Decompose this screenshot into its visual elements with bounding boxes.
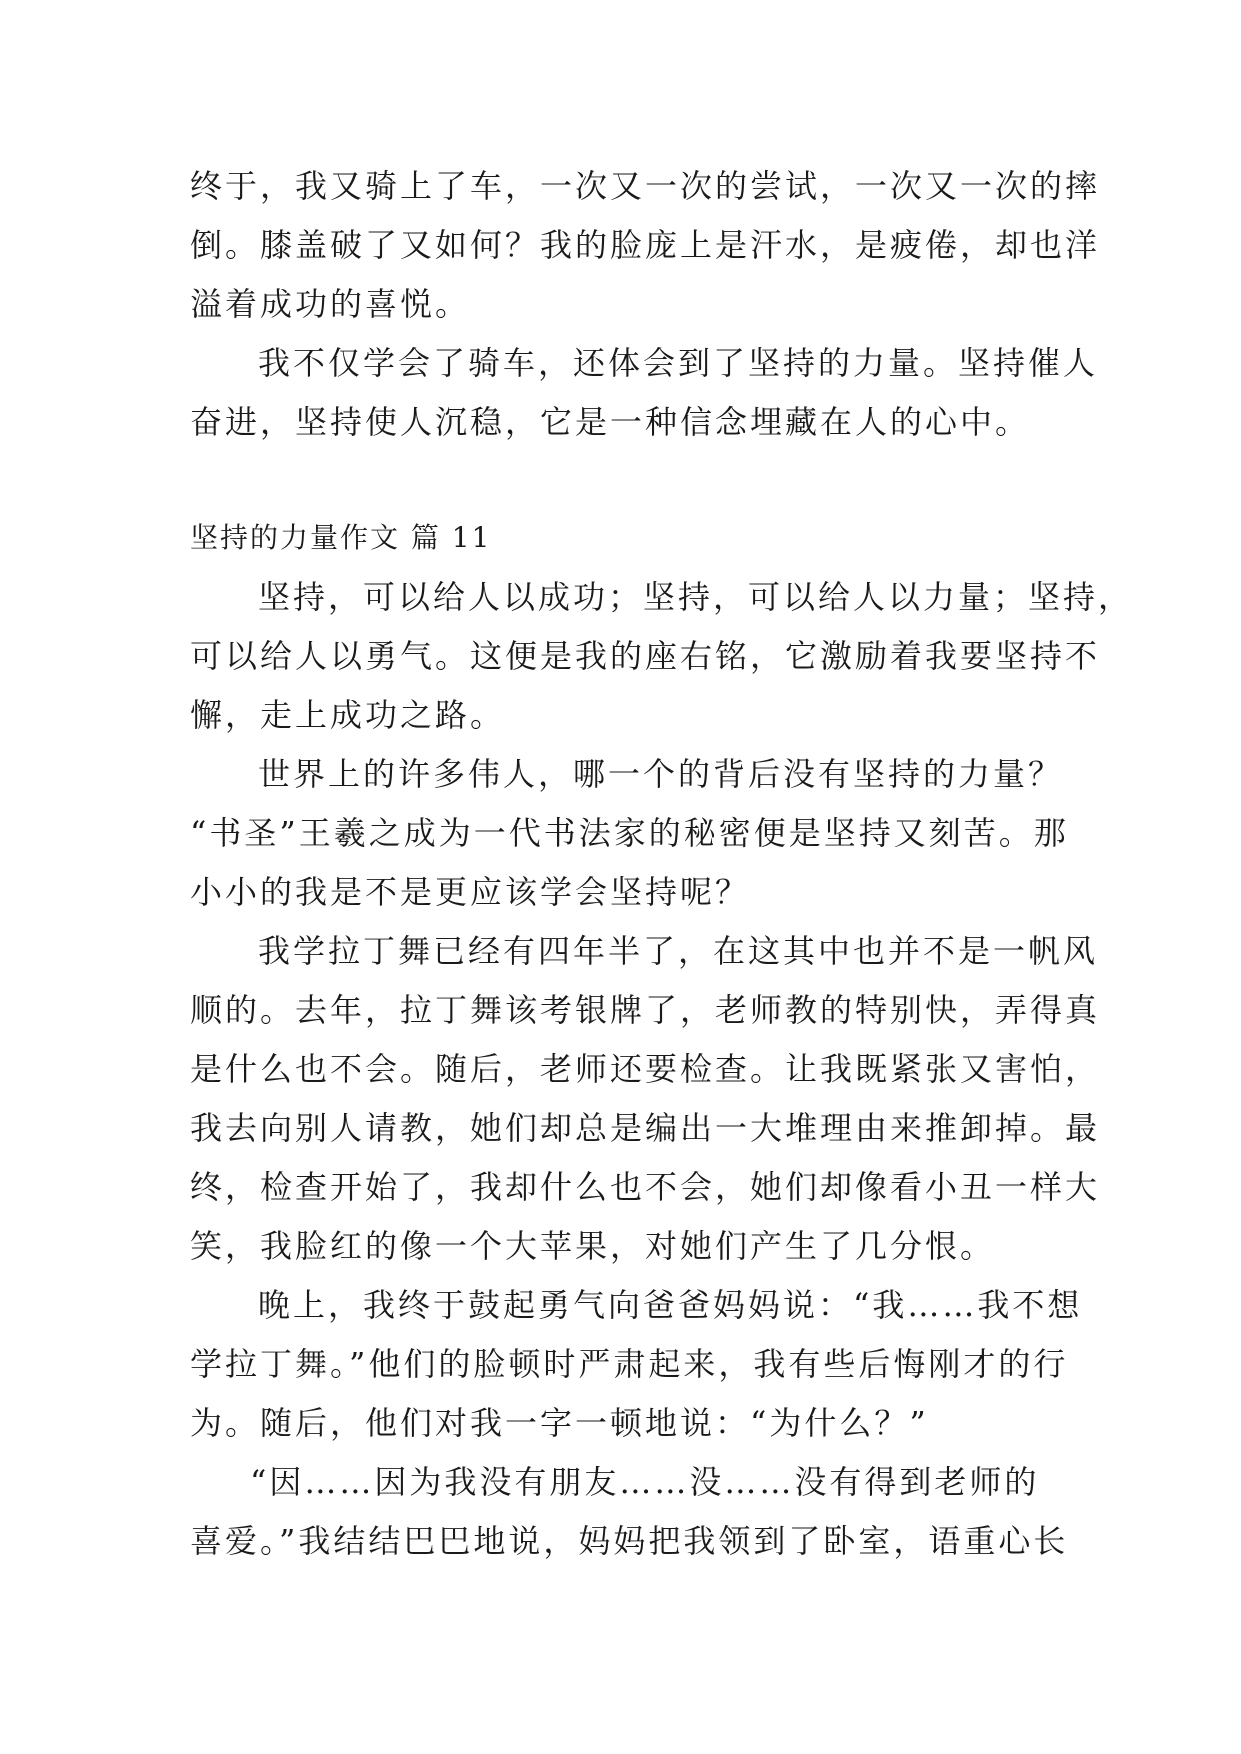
text-line: 笑，我脸红的像一个大苹果，对她们产生了几分恨。 [190, 1227, 996, 1265]
text-line: 顺的。去年，拉丁舞该考银牌了，老师教的特别快，弄得真 [190, 991, 1101, 1029]
text-line: 倒。膝盖破了又如何？我的脸庞上是汗水，是疲倦，却也洋 [190, 226, 1101, 264]
paragraph-first-line: 世界上的许多伟人，哪一个的背后没有坚持的力量？ [258, 755, 1064, 793]
text-line: 喜爱。”我结结巴巴地说，妈妈把我领到了卧室，语重心长 [190, 1522, 1069, 1560]
text-line: 终，检查开始了，我却什么也不会，她们却像看小丑一样大 [190, 1168, 1101, 1206]
text-line: 可以给人以勇气。这便是我的座右铭，它激励着我要坚持不 [190, 637, 1101, 675]
paragraph-first-line: “因……因为我没有朋友……没……没有得到老师的 [250, 1463, 1040, 1501]
text-line: 小小的我是不是更应该学会坚持呢？ [190, 873, 751, 911]
paragraph-first-line: 晚上，我终于鼓起勇气向爸爸妈妈说：“我……我不想 [258, 1286, 1083, 1324]
text-line: 学拉丁舞。”他们的脸顿时严肃起来，我有些后悔刚才的行 [190, 1345, 1069, 1383]
text-line: “书圣”王羲之成为一代书法家的秘密便是坚持又刻苦。那 [190, 814, 1069, 852]
text-line: 为。随后，他们对我一字一顿地说：“为什么？” [190, 1404, 929, 1442]
text-line: 终于，我又骑上了车，一次又一次的尝试，一次又一次的摔 [190, 167, 1101, 205]
section-heading: 坚持的力量作文 篇 11 [190, 521, 492, 554]
text-line: 奋进，坚持使人沉稳，它是一种信念埋藏在人的心中。 [190, 403, 1031, 441]
text-line: 懈，走上成功之路。 [190, 696, 506, 734]
paragraph-first-line: 我学拉丁舞已经有四年半了，在这其中也并不是一帆风 [258, 932, 1099, 970]
paragraph-first-line: 坚持，可以给人以成功；坚持，可以给人以力量；坚持， [258, 578, 1134, 616]
paragraph-first-line: 我不仅学会了骑车，还体会到了坚持的力量。坚持催人 [258, 344, 1099, 382]
text-line: 是什么也不会。随后，老师还要检查。让我既紧张又害怕， [190, 1050, 1101, 1088]
text-line: 溢着成功的喜悦。 [190, 285, 471, 323]
text-line: 我去向别人请教，她们却总是编出一大堆理由来推卸掉。最 [190, 1109, 1101, 1147]
